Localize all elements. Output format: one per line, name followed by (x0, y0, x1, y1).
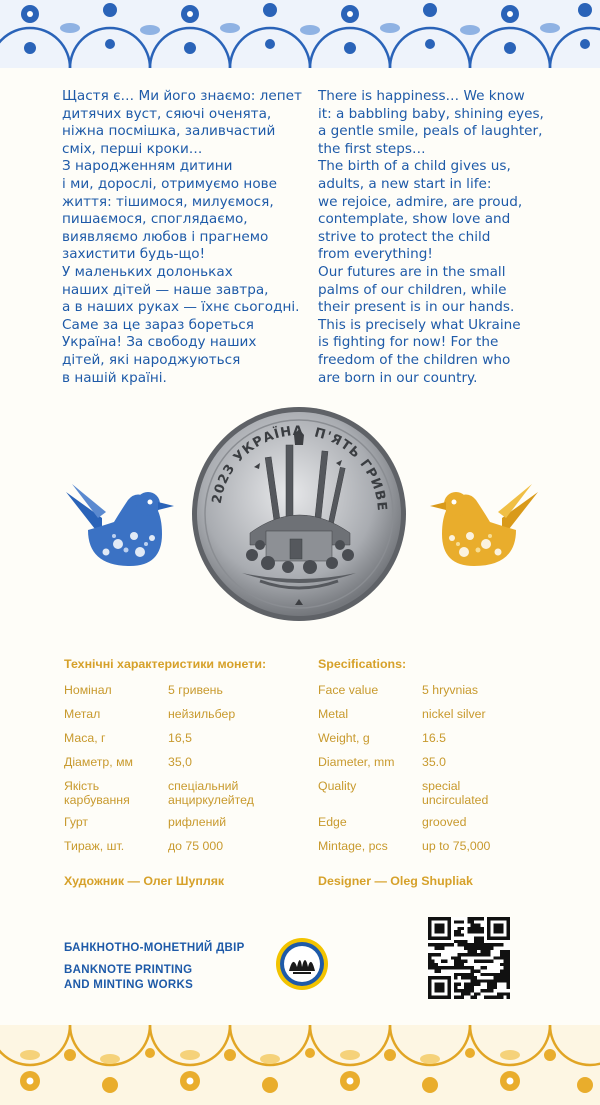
spec-value: special uncirculated (422, 779, 489, 807)
spec-row (64, 779, 294, 815)
spec-row (64, 707, 294, 731)
spec-row (64, 683, 294, 707)
spec-value: nickel silver (422, 707, 486, 721)
spec-value: 16.5 (422, 731, 446, 745)
yellow-bird-icon (428, 478, 546, 574)
spec-label: Маса, г (64, 731, 106, 745)
spec-label: Metal (318, 707, 349, 721)
mint-logo-icon (275, 937, 329, 991)
specs-title-en: Specifications: (318, 657, 407, 671)
spec-label: Номінал (64, 683, 112, 697)
mint-logo (275, 937, 329, 991)
spec-value: 35.0 (422, 755, 446, 769)
spec-label: Тираж, шт. (64, 839, 125, 853)
spec-label: Quality (318, 779, 357, 793)
blue-floral-pattern (0, 0, 600, 68)
spec-label: Diameter, mm (318, 755, 395, 769)
bottom-ornament-band (0, 1025, 600, 1105)
spec-value: нейзильбер (168, 707, 236, 721)
spec-value: 5 hryvnias (422, 683, 479, 697)
top-ornament-band (0, 0, 600, 68)
spec-label: Face value (318, 683, 379, 697)
gold-floral-pattern (0, 1025, 600, 1105)
specs-table-ua (64, 683, 294, 863)
spec-value: grooved (422, 815, 467, 829)
spec-row (318, 815, 548, 839)
mint-name-en-line1: BANKNOTE PRINTING (64, 964, 193, 976)
spec-row (64, 815, 294, 839)
coin-country: УКРАЇНА (230, 423, 304, 466)
qr-code-icon (428, 917, 510, 999)
spec-row (318, 839, 548, 863)
spec-value: до 75 000 (168, 839, 224, 853)
spec-value: 5 гривень (168, 683, 223, 697)
specs-table-en (318, 683, 548, 863)
spec-label: Гурт (64, 815, 89, 829)
mint-name-en-line2: AND MINTING WORKS (64, 979, 194, 991)
spec-row (64, 731, 294, 755)
coin-denomination: П'ЯТЬ ГРИВЕ (312, 425, 390, 513)
coin-image (190, 405, 408, 623)
spec-row (318, 755, 548, 779)
designer-en: Designer — Oleg Shupliak (318, 874, 473, 888)
spec-label: Mintage, pcs (318, 839, 388, 853)
blue-bird-illustration (58, 478, 176, 574)
spec-row (318, 779, 548, 815)
yellow-bird-illustration (428, 478, 546, 574)
spec-label: Edge (318, 815, 347, 829)
blue-bird-icon (58, 478, 176, 574)
spec-row (64, 839, 294, 863)
spec-row (318, 683, 548, 707)
spec-row (318, 731, 548, 755)
spec-label: Weight, g (318, 731, 370, 745)
spec-row (64, 755, 294, 779)
spec-label: Якість карбування (64, 779, 130, 807)
coin-year: 2023 (209, 461, 239, 505)
spec-label: Метал (64, 707, 101, 721)
specs-title-ua: Технічні характеристики монети: (64, 657, 267, 671)
spec-value: спеціальний анциркулейтед (168, 779, 254, 807)
spec-value: up to 75,000 (422, 839, 491, 853)
spec-label: Діаметр, мм (64, 755, 133, 769)
mint-name-ua: БАНКНОТНО-МОНЕТНИЙ ДВІР (64, 942, 245, 954)
qr-code[interactable] (428, 917, 510, 999)
spec-row (318, 707, 548, 731)
intro-text-ua: Щастя є… Ми його знаємо: лепет дитячих вуст, сяючі оченята, ніжна посмішка, заливчастий сміх, перші кроки… З народженням дитини і ми, дорослі, отримуємо нове життя: тішимося, милуємося, пишаємося, споглядаємо, виявляємо любов і прагнемо захистити будь-що! У маленьких долоньках наших дітей — наше завтра, а в наших руках — їхнє сьогодні. Саме за це зараз бореться Україна! За свободу наших дітей, які народжуються в нашій країні. (62, 88, 302, 386)
spec-value: рифлений (168, 815, 227, 829)
designer-ua: Художник — Олег Шупляк (64, 874, 225, 888)
intro-text-en: There is happiness… We know it: a babbling baby, shining eyes, a gentle smile, peals of laughter, the first steps… The birth of a child gives us, adults, a new start in life: we rejoice, admire, are proud, contemplate, show love and strive to protect the child from everything! Our futures are in the small palms of our children, while their present is in our hands. This is precisely what Ukraine is fighting for now! For the freedom of the children who are born in our country. (318, 88, 544, 386)
spec-value: 35,0 (168, 755, 192, 769)
spec-value: 16,5 (168, 731, 192, 745)
